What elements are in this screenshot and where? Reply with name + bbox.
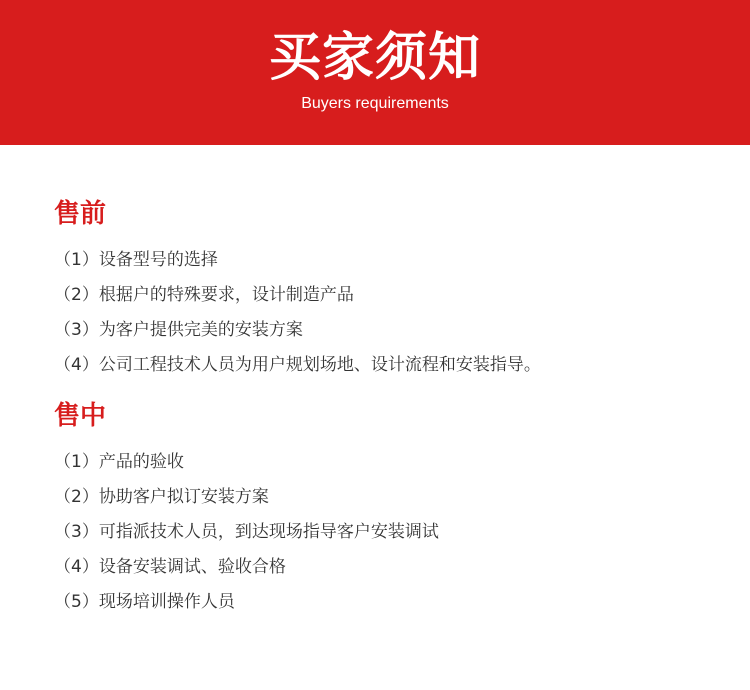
list-item: （2）根据户的特殊要求，设计制造产品 <box>54 285 354 305</box>
page-title: 买家须知 <box>268 28 481 88</box>
section-pre-sale <box>54 196 714 383</box>
list-item: （5）现场培训操作人员 <box>54 592 235 612</box>
list-item: （1）设备型号的选择 <box>54 250 218 270</box>
list-item: （2）协助客户拟订安装方案 <box>54 487 269 507</box>
list-item: （3）为客户提供完美的安装方案 <box>54 320 303 340</box>
section-in-sale <box>54 398 714 620</box>
header-banner <box>0 0 750 145</box>
in-sale-list <box>54 445 714 620</box>
pre-sale-list <box>54 243 714 383</box>
page-subtitle: Buyers requirements <box>301 95 449 112</box>
main-content <box>54 196 714 620</box>
list-item: （4）公司工程技术人员为用户规划场地、设计流程和安装指导。 <box>54 355 541 375</box>
section-heading: 售前 <box>54 199 107 229</box>
list-item: （1）产品的验收 <box>54 452 184 472</box>
list-item: （4）设备安装调试、验收合格 <box>54 557 286 577</box>
list-item: （3）可指派技术人员，到达现场指导客户安装调试 <box>54 522 439 542</box>
section-heading: 售中 <box>54 401 107 431</box>
